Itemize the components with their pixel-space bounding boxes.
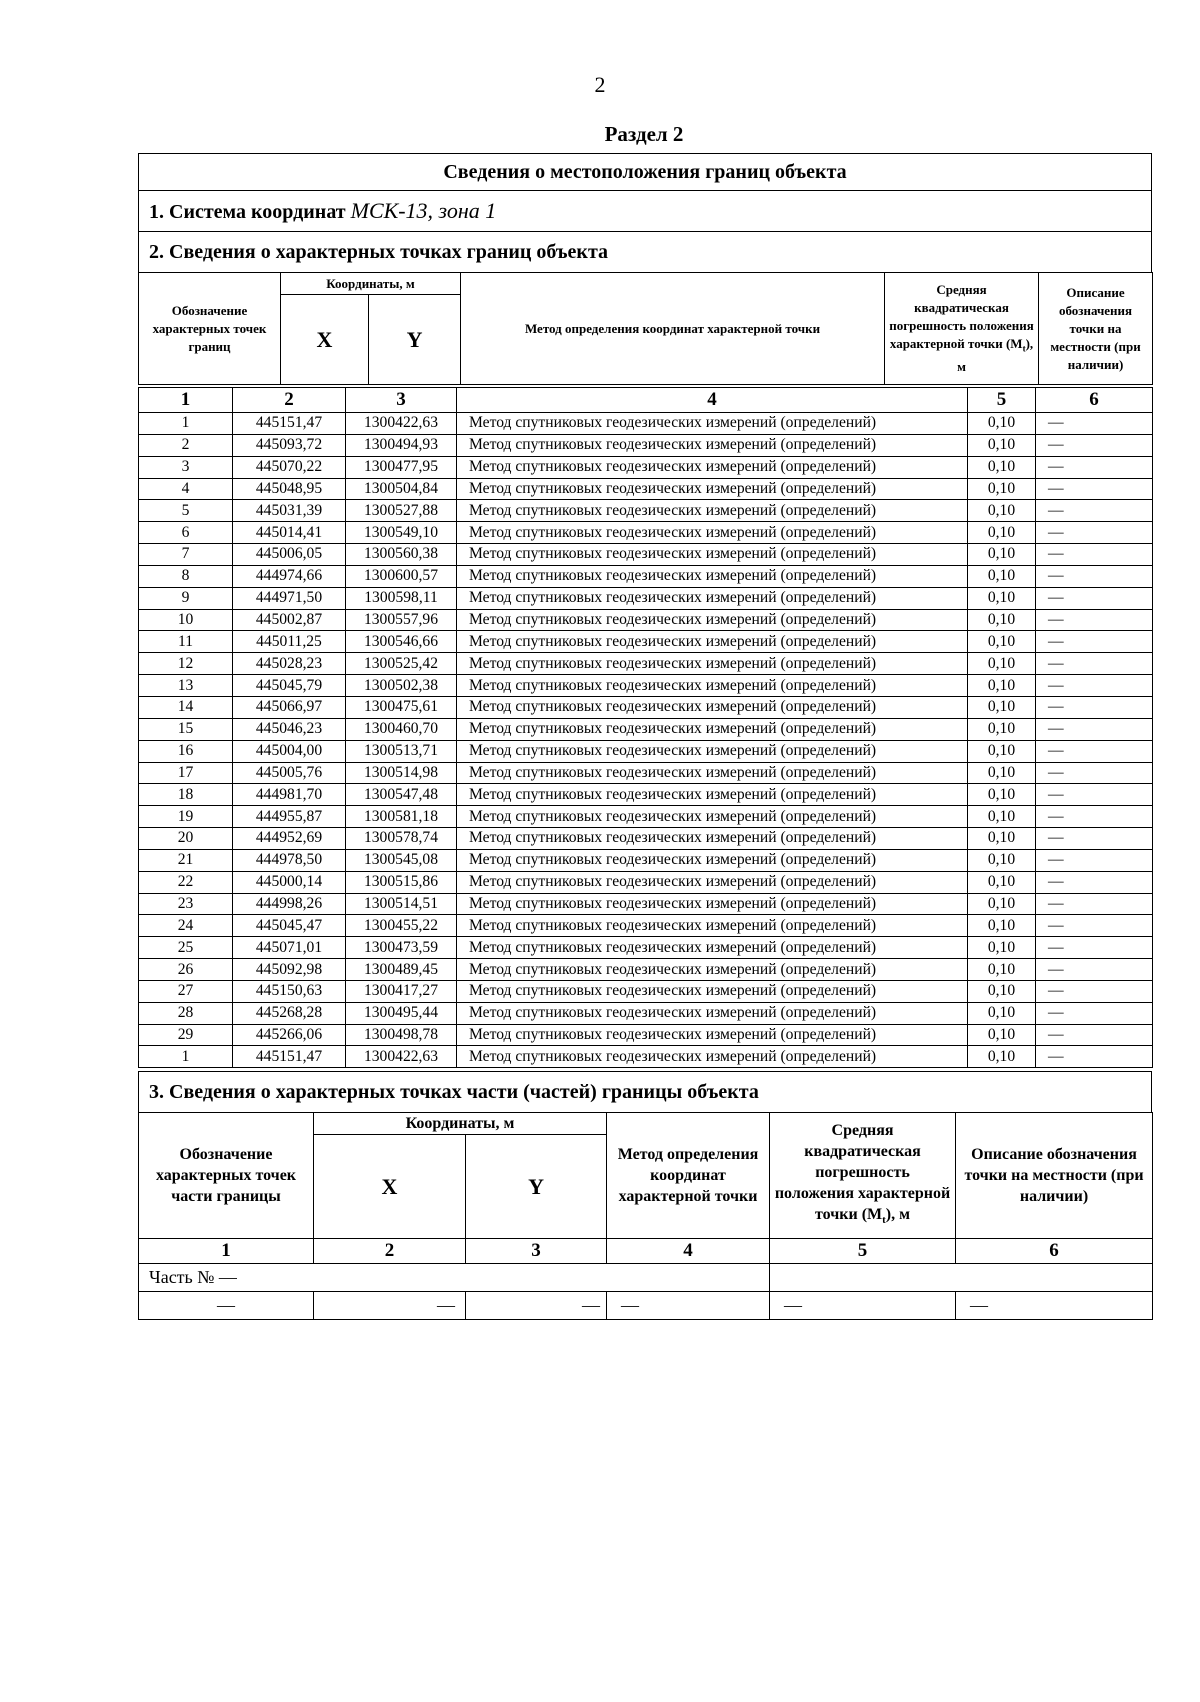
y-coord-cell: 1300560,38: [346, 544, 457, 566]
y-coord-cell: 1300515,86: [346, 871, 457, 893]
table-row: [139, 893, 1153, 915]
description-cell: —: [1036, 871, 1153, 893]
table-row: [139, 871, 1153, 893]
method-cell: Метод спутниковых геодезических измерений (определений): [457, 1024, 968, 1046]
method-cell: Метод спутниковых геодезических измерений (определений): [457, 565, 968, 587]
point-id-cell: 21: [139, 849, 233, 871]
col-number: 1: [139, 388, 233, 413]
x-coord-cell: 445000,14: [233, 871, 346, 893]
t2-col-x: X: [281, 295, 369, 385]
error-cell: 0,10: [968, 937, 1036, 959]
method-cell: Метод спутниковых геодезических измерений (определений): [457, 544, 968, 566]
table-row: [139, 849, 1153, 871]
t3-col-x: X: [314, 1135, 466, 1239]
error-cell: 0,10: [968, 413, 1036, 435]
y-coord-cell: 1300581,18: [346, 806, 457, 828]
x-coord-cell: 444978,50: [233, 849, 346, 871]
page-number: 2: [594, 72, 606, 97]
x-coord-cell: 445014,41: [233, 522, 346, 544]
method-cell: Метод спутниковых геодезических измерений (определений): [457, 806, 968, 828]
error-cell: 0,10: [968, 675, 1036, 697]
error-cell: 0,10: [968, 915, 1036, 937]
t3-col-method: Метод определения координат характерной точки: [607, 1113, 770, 1239]
y-coord-cell: 1300549,10: [346, 522, 457, 544]
y-coord-cell: 1300514,98: [346, 762, 457, 784]
table3: [138, 1112, 1153, 1320]
error-cell: 0,10: [968, 959, 1036, 981]
table3-title-table: [138, 1071, 1152, 1113]
y-coord-cell: 1300489,45: [346, 959, 457, 981]
col-number: 5: [770, 1239, 956, 1264]
part-label-empty: [770, 1264, 1153, 1292]
description-cell: —: [1036, 849, 1153, 871]
y-coord-cell: 1300460,70: [346, 718, 457, 740]
table-row: [139, 544, 1153, 566]
t3-col-y: Y: [466, 1135, 607, 1239]
method-cell: Метод спутниковых геодезических измерений (определений): [457, 696, 968, 718]
y-coord-cell: 1300495,44: [346, 1002, 457, 1024]
point-id-cell: 2: [139, 434, 233, 456]
point-id-cell: 29: [139, 1024, 233, 1046]
method-cell: Метод спутниковых геодезических измерений (определений): [457, 937, 968, 959]
method-cell: Метод спутниковых геодезических измерений (определений): [457, 740, 968, 762]
table-row: [139, 653, 1153, 675]
col-number: 5: [968, 388, 1036, 413]
method-cell: Метод спутниковых геодезических измерений (определений): [457, 587, 968, 609]
point-id-cell: 7: [139, 544, 233, 566]
method-cell: Метод спутниковых геодезических измерений (определений): [457, 1046, 968, 1068]
table-row: [139, 413, 1153, 435]
y-coord-cell: 1300545,08: [346, 849, 457, 871]
x-coord-cell: 445066,97: [233, 696, 346, 718]
table-row: [139, 696, 1153, 718]
x-coord-cell: 445028,23: [233, 653, 346, 675]
method-cell: Метод спутниковых геодезических измерений (определений): [457, 980, 968, 1002]
table-row: [139, 915, 1153, 937]
point-id-cell: 24: [139, 915, 233, 937]
error-cell: 0,10: [968, 1002, 1036, 1024]
method-cell: Метод спутниковых геодезических измерений (определений): [457, 653, 968, 675]
t2-col-error: Средняя квадратическая погрешность положения характерной точки $(M_t)$, м: [885, 273, 1039, 385]
x-coord-cell: 445045,79: [233, 675, 346, 697]
description-cell: —: [1036, 1046, 1153, 1068]
point-id-cell: 26: [139, 959, 233, 981]
table2-body: [138, 387, 1153, 1068]
x-coord-cell: 445046,23: [233, 718, 346, 740]
x-coord-cell: 445070,22: [233, 456, 346, 478]
error-cell: 0,10: [968, 522, 1036, 544]
description-cell: —: [1036, 675, 1153, 697]
table-row: [139, 1046, 1153, 1068]
error-cell: 0,10: [968, 740, 1036, 762]
t2-col-desc: Описание обозначения точки на местности (при наличии): [1039, 273, 1153, 385]
table2-header: [138, 272, 1153, 385]
method-cell: Метод спутниковых геодезических измерений (определений): [457, 500, 968, 522]
description-cell: —: [1036, 828, 1153, 850]
table-row: [139, 740, 1153, 762]
x-coord-cell: 445011,25: [233, 631, 346, 653]
table-row: [139, 828, 1153, 850]
point-id-cell: 6: [139, 522, 233, 544]
y-coord-cell: 1300557,96: [346, 609, 457, 631]
t3-col-coords: Координаты, м: [314, 1113, 607, 1135]
y-coord-cell: 1300417,27: [346, 980, 457, 1002]
description-cell: —: [1036, 1002, 1153, 1024]
error-cell: 0,10: [968, 696, 1036, 718]
x-coord-cell: 445045,47: [233, 915, 346, 937]
col-number: 2: [314, 1239, 466, 1264]
col-number: 6: [956, 1239, 1153, 1264]
x-coord-cell: 445093,72: [233, 434, 346, 456]
description-cell: —: [1036, 653, 1153, 675]
description-cell: —: [1036, 587, 1153, 609]
description-cell: —: [1036, 500, 1153, 522]
t2-col-y: Y: [369, 295, 461, 385]
table3-title: 3. Сведения о характерных точках части (частей) границы объекта: [139, 1072, 1152, 1113]
coord-system-value: МСК-13, зона 1: [350, 198, 497, 223]
point-id-cell: 17: [139, 762, 233, 784]
error-cell: 0,10: [968, 653, 1036, 675]
description-cell: —: [1036, 937, 1153, 959]
x-coord-cell: 445150,63: [233, 980, 346, 1002]
y-coord-cell: 1300504,84: [346, 478, 457, 500]
t3-col-desc: Описание обозначения точки на местности (при наличии): [956, 1113, 1153, 1239]
coord-system-label: 1. Система координат: [149, 201, 346, 223]
error-cell: 0,10: [968, 544, 1036, 566]
y-coord-cell: 1300525,42: [346, 653, 457, 675]
method-cell: Метод спутниковых геодезических измерений (определений): [457, 959, 968, 981]
point-id-cell: 15: [139, 718, 233, 740]
table-row: [139, 1002, 1153, 1024]
x-coord-cell: 445266,06: [233, 1024, 346, 1046]
part-label: Часть № —: [139, 1264, 770, 1292]
description-cell: —: [1036, 980, 1153, 1002]
y-coord-cell: 1300578,74: [346, 828, 457, 850]
t3-col-point: Обозначение характерных точек части границы: [139, 1113, 314, 1239]
t3-empty-cell: —: [314, 1292, 466, 1320]
point-id-cell: 10: [139, 609, 233, 631]
error-cell: 0,10: [968, 500, 1036, 522]
error-cell: 0,10: [968, 478, 1036, 500]
y-coord-cell: 1300600,57: [346, 565, 457, 587]
x-coord-cell: 445031,39: [233, 500, 346, 522]
point-id-cell: 18: [139, 784, 233, 806]
header-table: [138, 153, 1152, 273]
description-cell: —: [1036, 893, 1153, 915]
table-row: [139, 675, 1153, 697]
method-cell: Метод спутниковых геодезических измерений (определений): [457, 1002, 968, 1024]
t2-col-coords: Координаты, м: [281, 273, 461, 295]
point-id-cell: 11: [139, 631, 233, 653]
table-row: [139, 522, 1153, 544]
t3-col-error: Средняя квадратическая погрешность положения характерной точки $(M_t)$, м: [770, 1113, 956, 1239]
y-coord-cell: 1300422,63: [346, 1046, 457, 1068]
point-id-cell: 28: [139, 1002, 233, 1024]
table-row: [139, 980, 1153, 1002]
x-coord-cell: 445071,01: [233, 937, 346, 959]
x-coord-cell: 445006,05: [233, 544, 346, 566]
table-row: [139, 587, 1153, 609]
x-coord-cell: 444971,50: [233, 587, 346, 609]
t2-column-numbers: [139, 388, 1153, 413]
y-coord-cell: 1300498,78: [346, 1024, 457, 1046]
error-cell: 0,10: [968, 587, 1036, 609]
t3-empty-cell: —: [607, 1292, 770, 1320]
description-cell: —: [1036, 806, 1153, 828]
point-id-cell: 25: [139, 937, 233, 959]
table-row: [139, 1024, 1153, 1046]
table-row: [139, 609, 1153, 631]
y-coord-cell: 1300547,48: [346, 784, 457, 806]
col-number: 6: [1036, 388, 1153, 413]
y-coord-cell: 1300527,88: [346, 500, 457, 522]
error-cell: 0,10: [968, 828, 1036, 850]
point-id-cell: 9: [139, 587, 233, 609]
description-cell: —: [1036, 718, 1153, 740]
col-number: 4: [607, 1239, 770, 1264]
x-coord-cell: 445268,28: [233, 1002, 346, 1024]
description-cell: —: [1036, 522, 1153, 544]
y-coord-cell: 1300514,51: [346, 893, 457, 915]
x-coord-cell: 445151,47: [233, 1046, 346, 1068]
point-id-cell: 19: [139, 806, 233, 828]
table-row: [139, 500, 1153, 522]
table2-title: 2. Сведения о характерных точках границ объекта: [139, 232, 1152, 273]
table-row: [139, 565, 1153, 587]
description-cell: —: [1036, 434, 1153, 456]
y-coord-cell: 1300475,61: [346, 696, 457, 718]
method-cell: Метод спутниковых геодезических измерений (определений): [457, 522, 968, 544]
t2-col-point: Обозначение характерных точек границ: [139, 273, 281, 385]
x-coord-cell: 444974,66: [233, 565, 346, 587]
document-frame: [138, 153, 1152, 1320]
y-coord-cell: 1300473,59: [346, 937, 457, 959]
description-cell: —: [1036, 762, 1153, 784]
method-cell: Метод спутниковых геодезических измерений (определений): [457, 893, 968, 915]
table-row: [139, 937, 1153, 959]
x-coord-cell: 445002,87: [233, 609, 346, 631]
t3-empty-cell: —: [956, 1292, 1153, 1320]
point-id-cell: 13: [139, 675, 233, 697]
error-cell: 0,10: [968, 1024, 1036, 1046]
description-cell: —: [1036, 1024, 1153, 1046]
description-cell: —: [1036, 740, 1153, 762]
point-id-cell: 4: [139, 478, 233, 500]
method-cell: Метод спутниковых геодезических измерений (определений): [457, 675, 968, 697]
x-coord-cell: 445151,47: [233, 413, 346, 435]
method-cell: Метод спутниковых геодезических измерений (определений): [457, 478, 968, 500]
col-number: 1: [139, 1239, 314, 1264]
header-title: Сведения о местоположения границ объекта: [139, 154, 1152, 191]
x-coord-cell: 445004,00: [233, 740, 346, 762]
x-coord-cell: 444981,70: [233, 784, 346, 806]
point-id-cell: 16: [139, 740, 233, 762]
error-cell: 0,10: [968, 806, 1036, 828]
y-coord-cell: 1300546,66: [346, 631, 457, 653]
error-cell: 0,10: [968, 456, 1036, 478]
col-number: 4: [457, 388, 968, 413]
t3-empty-cell: —: [139, 1292, 314, 1320]
point-id-cell: 3: [139, 456, 233, 478]
description-cell: —: [1036, 478, 1153, 500]
description-cell: —: [1036, 456, 1153, 478]
t2-col-method: Метод определения координат характерной точки: [461, 273, 885, 385]
col-number: 3: [466, 1239, 607, 1264]
error-cell: 0,10: [968, 565, 1036, 587]
table-row: [139, 784, 1153, 806]
description-cell: —: [1036, 696, 1153, 718]
method-cell: Метод спутниковых геодезических измерений (определений): [457, 762, 968, 784]
error-cell: 0,10: [968, 849, 1036, 871]
section-title: Раздел 2: [604, 122, 684, 146]
y-coord-cell: 1300598,11: [346, 587, 457, 609]
error-cell: 0,10: [968, 1046, 1036, 1068]
y-coord-cell: 1300422,63: [346, 413, 457, 435]
error-cell: 0,10: [968, 718, 1036, 740]
description-cell: —: [1036, 544, 1153, 566]
y-coord-cell: 1300494,93: [346, 434, 457, 456]
table-row: [139, 456, 1153, 478]
t3-empty-cell: —: [466, 1292, 607, 1320]
table-row: [139, 631, 1153, 653]
col-number: 2: [233, 388, 346, 413]
table-row: [139, 478, 1153, 500]
y-coord-cell: 1300477,95: [346, 456, 457, 478]
x-coord-cell: 444998,26: [233, 893, 346, 915]
error-cell: 0,10: [968, 631, 1036, 653]
method-cell: Метод спутниковых геодезических измерений (определений): [457, 828, 968, 850]
x-coord-cell: 445005,76: [233, 762, 346, 784]
t3-empty-cell: —: [770, 1292, 956, 1320]
method-cell: Метод спутниковых геодезических измерений (определений): [457, 413, 968, 435]
description-cell: —: [1036, 915, 1153, 937]
y-coord-cell: 1300513,71: [346, 740, 457, 762]
method-cell: Метод спутниковых геодезических измерений (определений): [457, 456, 968, 478]
x-coord-cell: 445048,95: [233, 478, 346, 500]
error-cell: 0,10: [968, 434, 1036, 456]
x-coord-cell: 445092,98: [233, 959, 346, 981]
point-id-cell: 23: [139, 893, 233, 915]
y-coord-cell: 1300502,38: [346, 675, 457, 697]
point-id-cell: 20: [139, 828, 233, 850]
point-id-cell: 22: [139, 871, 233, 893]
point-id-cell: 1: [139, 1046, 233, 1068]
t2-data-rows: [139, 413, 1153, 1068]
point-id-cell: 8: [139, 565, 233, 587]
description-cell: —: [1036, 413, 1153, 435]
error-cell: 0,10: [968, 609, 1036, 631]
method-cell: Метод спутниковых геодезических измерений (определений): [457, 631, 968, 653]
description-cell: —: [1036, 959, 1153, 981]
description-cell: —: [1036, 631, 1153, 653]
point-id-cell: 5: [139, 500, 233, 522]
point-id-cell: 27: [139, 980, 233, 1002]
error-cell: 0,10: [968, 762, 1036, 784]
description-cell: —: [1036, 609, 1153, 631]
x-coord-cell: 444955,87: [233, 806, 346, 828]
coord-system: [139, 191, 1152, 232]
table-row: [139, 762, 1153, 784]
error-cell: 0,10: [968, 871, 1036, 893]
method-cell: Метод спутниковых геодезических измерений (определений): [457, 609, 968, 631]
table-row: [139, 718, 1153, 740]
method-cell: Метод спутниковых геодезических измерений (определений): [457, 434, 968, 456]
col-number: 3: [346, 388, 457, 413]
x-coord-cell: 444952,69: [233, 828, 346, 850]
description-cell: —: [1036, 784, 1153, 806]
table-row: [139, 959, 1153, 981]
method-cell: Метод спутниковых геодезических измерений (определений): [457, 718, 968, 740]
method-cell: Метод спутниковых геодезических измерений (определений): [457, 871, 968, 893]
error-cell: 0,10: [968, 784, 1036, 806]
description-cell: —: [1036, 565, 1153, 587]
error-cell: 0,10: [968, 980, 1036, 1002]
point-id-cell: 14: [139, 696, 233, 718]
error-cell: 0,10: [968, 893, 1036, 915]
point-id-cell: 12: [139, 653, 233, 675]
table-row: [139, 806, 1153, 828]
point-id-cell: 1: [139, 413, 233, 435]
method-cell: Метод спутниковых геодезических измерений (определений): [457, 849, 968, 871]
method-cell: Метод спутниковых геодезических измерений (определений): [457, 784, 968, 806]
method-cell: Метод спутниковых геодезических измерений (определений): [457, 915, 968, 937]
table-row: [139, 434, 1153, 456]
y-coord-cell: 1300455,22: [346, 915, 457, 937]
